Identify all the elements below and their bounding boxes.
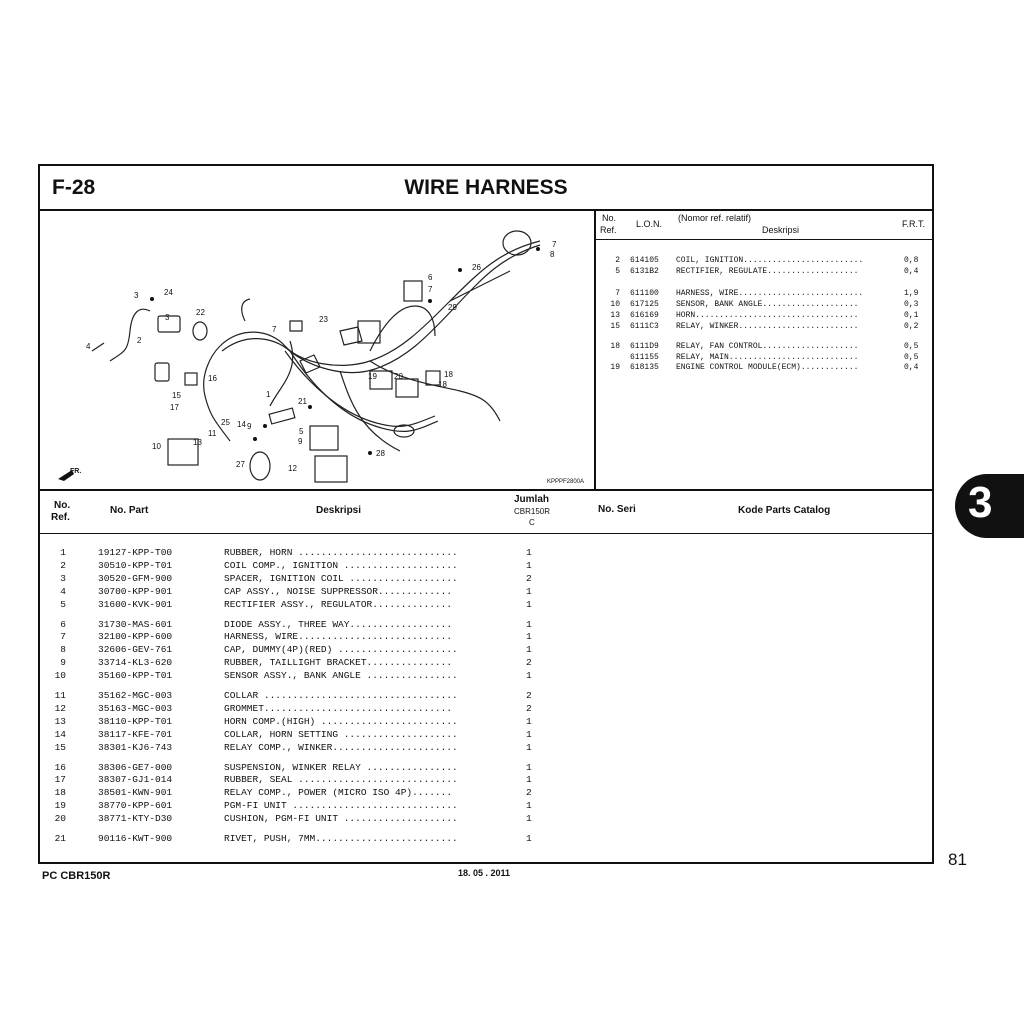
table-row [40, 573, 932, 586]
table-row [40, 774, 932, 787]
callout-number: 29 [448, 303, 457, 312]
part-number: 31600-KVK-901 [98, 598, 173, 610]
callout-number: 22 [196, 308, 205, 317]
table-row [40, 599, 932, 612]
part-description: SPACER, IGNITION COIL ................... [224, 572, 458, 584]
reference-row [596, 267, 932, 278]
ref-lon: 618135 [630, 363, 659, 372]
callout-number: 18 [438, 380, 447, 389]
ref-no: 2 [615, 256, 620, 265]
ref-number: 3 [60, 572, 66, 584]
table-row [40, 716, 932, 729]
table-row [40, 657, 932, 670]
part-number: 38306-GE7-000 [98, 761, 173, 773]
table-row [40, 813, 932, 826]
ref-lon: 614105 [630, 256, 659, 265]
part-description: CAP ASSY., NOISE SUPPRESSOR............. [224, 585, 453, 597]
quantity: 1 [526, 813, 532, 825]
table-row [40, 703, 932, 716]
quantity: 2 [526, 702, 532, 714]
callout-number: 18 [444, 370, 453, 379]
table-row [40, 729, 932, 742]
part-description: RELAY COMP., POWER (MICRO ISO 4P)....... [224, 787, 453, 799]
ref-desc: COIL, IGNITION......................... [676, 256, 864, 265]
part-description: DIODE ASSY., THREE WAY.................. [224, 618, 453, 630]
ref-number: 11 [54, 690, 66, 701]
ref-lon: 611100 [630, 289, 659, 298]
part-number: 19127-KPP-T00 [98, 547, 173, 558]
callout-number: 5 [299, 427, 304, 436]
quantity: 1 [526, 585, 532, 597]
callout-number: 20 [394, 372, 403, 381]
callout-number: 7 [272, 325, 277, 334]
ref-number: 16 [54, 761, 66, 773]
header-model: CBR150R [514, 507, 551, 516]
header-ref: Ref. [51, 512, 70, 523]
ref-number: 5 [60, 598, 66, 610]
ref-no: 18 [610, 342, 620, 351]
ref-number: 21 [54, 833, 66, 844]
part-number: 38770-KPP-601 [98, 800, 173, 812]
callout-number: 7 [552, 240, 557, 249]
part-description: COIL COMP., IGNITION .................... [224, 559, 458, 571]
quantity: 1 [526, 631, 532, 643]
ref-frt: 0,5 [904, 342, 919, 351]
header-desc: Deskripsi [316, 505, 362, 516]
front-direction-label: FR. [70, 468, 82, 475]
part-description: RELAY COMP., WINKER...................... [224, 741, 458, 753]
ref-no: 19 [610, 363, 620, 372]
callout-number: 15 [172, 391, 181, 400]
ref-desc: ENGINE CONTROL MODULE(ECM)............ [676, 363, 859, 372]
ref-no: 7 [615, 289, 620, 298]
ref-number: 19 [54, 800, 66, 812]
callout-number: 4 [86, 342, 91, 351]
part-description: RIVET, PUSH, 7MM......................... [224, 833, 458, 844]
table-row [40, 742, 932, 755]
part-number: 30520-GFM-900 [98, 572, 173, 584]
callout-number: 24 [164, 288, 173, 297]
callout-number: 7 [428, 285, 433, 294]
quantity: 1 [526, 833, 532, 844]
part-number: 31730-MAS-601 [98, 618, 173, 630]
quantity: 1 [526, 761, 532, 773]
ref-frt: 0,1 [904, 311, 919, 320]
ref-lon: 6111D9 [630, 342, 659, 351]
part-number: 35162-MGC-003 [98, 690, 173, 701]
part-description: SENSOR ASSY., BANK ANGLE ................ [224, 670, 458, 682]
header-serial: No. Seri [598, 504, 636, 515]
ref-desc: HARNESS, WIRE.......................... [676, 289, 864, 298]
quantity: 1 [526, 644, 532, 656]
callout-number: 8 [550, 250, 555, 259]
ref-desc: RELAY, MAIN........................... [676, 353, 859, 362]
callout-number: 1 [266, 390, 271, 399]
ref-number: 6 [60, 618, 66, 630]
header-qty: Jumlah [514, 494, 550, 505]
ref-no: 13 [610, 311, 620, 320]
callout-number: 9 [247, 422, 252, 431]
part-number: 38110-KPP-T01 [98, 715, 173, 727]
ref-frt: 1,9 [904, 289, 919, 298]
reference-row [596, 363, 932, 374]
part-description: PGM-FI UNIT ............................. [224, 800, 458, 812]
quantity: 1 [526, 715, 532, 727]
ref-number: 13 [54, 715, 66, 727]
table-row [40, 619, 932, 632]
callout-number: 17 [170, 403, 179, 412]
ref-number: 4 [60, 585, 66, 597]
callout-number: 21 [298, 397, 307, 406]
ref-header-desc: Deskripsi [762, 225, 800, 235]
ref-desc: RELAY, WINKER......................... [676, 322, 859, 331]
part-description: CAP, DUMMY(4P)(RED) ..................... [224, 644, 458, 656]
table-row [40, 670, 932, 683]
part-description: HARNESS, WIRE........................... [224, 631, 453, 643]
ref-header-nomor: (Nomor ref. relatif) [678, 213, 752, 223]
part-description: GROMMET................................. [224, 702, 453, 714]
part-number: 38301-KJ6-743 [98, 741, 173, 753]
ref-lon: 611155 [630, 353, 659, 362]
callout-number: 14 [237, 420, 246, 429]
reference-table [596, 211, 932, 489]
ref-no: 15 [610, 322, 620, 331]
quantity: 1 [526, 774, 532, 786]
part-description: RUBBER, HORN ............................ [224, 547, 458, 558]
part-number: 90116-KWT-900 [98, 833, 173, 844]
catalog-page-frame [38, 164, 934, 864]
reference-row [596, 289, 932, 300]
table-row [40, 690, 932, 703]
ref-header-lon: L.O.N. [636, 219, 663, 229]
callout-number: 19 [368, 372, 377, 381]
header-part: No. Part [110, 505, 149, 516]
ref-number: 17 [54, 774, 66, 786]
ref-frt: 0,3 [904, 300, 919, 309]
callout-number: 12 [288, 464, 297, 473]
exploded-view-drawing [40, 211, 594, 489]
table-row [40, 787, 932, 800]
ref-number: 2 [60, 559, 66, 571]
reference-row [596, 353, 932, 364]
ref-header-no: No. [602, 213, 617, 223]
reference-row [596, 256, 932, 267]
part-number: 38771-KTY-D30 [98, 813, 173, 825]
ref-number: 18 [54, 787, 66, 799]
part-number: 30510-KPP-T01 [98, 559, 173, 571]
quantity: 1 [526, 547, 532, 558]
callout-number: 23 [319, 315, 328, 324]
ref-lon: 6111C3 [630, 322, 659, 331]
quantity: 1 [526, 559, 532, 571]
quantity: 2 [526, 787, 532, 799]
callout-number: 2 [137, 336, 142, 345]
parts-table-header [40, 491, 932, 534]
ref-number: 15 [54, 741, 66, 753]
section-tab-number: 3 [968, 478, 993, 527]
ref-frt: 0,4 [904, 363, 919, 372]
table-row [40, 762, 932, 775]
part-description: RUBBER, TAILLIGHT BRACKET............... [224, 657, 453, 669]
part-description: COLLAR, HORN SETTING .................... [224, 728, 458, 740]
ref-frt: 0,2 [904, 322, 919, 331]
callout-number: 3 [165, 313, 170, 322]
quantity: 2 [526, 690, 532, 701]
part-description: RECTIFIER ASSY., REGULATOR.............. [224, 598, 453, 610]
part-description: COLLAR .................................. [224, 690, 458, 701]
table-row [40, 644, 932, 657]
callout-number: 25 [221, 418, 230, 427]
wire-harness-diagram [40, 211, 594, 489]
page-number: 81 [948, 850, 967, 869]
date-label: 18. 05 . 2011 [458, 868, 511, 878]
part-number: 32100-KPP-600 [98, 631, 173, 643]
quantity: 2 [526, 572, 532, 584]
part-number: 35163-MGC-003 [98, 702, 173, 714]
callout-number: 10 [152, 442, 161, 451]
ref-number: 8 [60, 644, 66, 656]
quantity: 1 [526, 800, 532, 812]
quantity: 2 [526, 657, 532, 669]
part-description: CUSHION, PGM-FI UNIT .................... [224, 813, 458, 825]
ref-number: 9 [60, 657, 66, 669]
ref-number: 12 [54, 702, 66, 714]
model-label: PC CBR150R [42, 870, 111, 882]
ref-lon: 6131B2 [630, 267, 659, 276]
table-row [40, 586, 932, 599]
part-number: 38307-GJ1-014 [98, 774, 173, 786]
callout-number: 27 [236, 460, 245, 469]
reference-row [596, 300, 932, 311]
reference-row [596, 322, 932, 333]
page-header [40, 166, 932, 211]
callout-number: 3 [134, 291, 139, 300]
header-catalog: Kode Parts Catalog [738, 505, 831, 516]
callout-number: 9 [298, 437, 303, 446]
part-number: 32606-GEV-761 [98, 644, 173, 656]
ref-lon: 616169 [630, 311, 659, 320]
quantity: 1 [526, 618, 532, 630]
ref-frt: 0,5 [904, 353, 919, 362]
ref-desc: RELAY, FAN CONTROL.................... [676, 342, 859, 351]
part-number: 35160-KPP-T01 [98, 670, 173, 682]
quantity: 1 [526, 670, 532, 682]
ref-header-frt: F.R.T. [902, 219, 926, 229]
part-number: 38117-KFE-701 [98, 728, 173, 740]
table-row [40, 560, 932, 573]
ref-number: 7 [60, 631, 66, 643]
ref-number: 1 [60, 547, 66, 558]
ref-desc: RECTIFIER, REGULATE................... [676, 267, 859, 276]
ref-desc: HORN.................................. [676, 311, 859, 320]
table-row [40, 833, 932, 846]
quantity: 1 [526, 598, 532, 610]
ref-frt: 0,4 [904, 267, 919, 276]
callout-number: 6 [428, 273, 433, 282]
diagram-code: KPPPF2800A [546, 479, 584, 485]
ref-number: 10 [54, 670, 66, 682]
part-number: 30700-KPP-901 [98, 585, 173, 597]
header-no: No. [54, 500, 71, 511]
part-description: SUSPENSION, WINKER RELAY ................ [224, 761, 458, 773]
callout-number: 16 [208, 374, 217, 383]
callout-number: 11 [208, 429, 217, 438]
header-model-c: C [529, 518, 535, 527]
quantity: 1 [526, 741, 532, 753]
quantity: 1 [526, 728, 532, 740]
reference-row [596, 311, 932, 322]
ref-header-ref: Ref. [600, 225, 617, 235]
part-description: RUBBER, SEAL ............................ [224, 774, 458, 786]
ref-number: 20 [54, 813, 66, 825]
part-description: HORN COMP.(HIGH) ........................ [224, 715, 458, 727]
callout-number: 13 [193, 438, 202, 447]
part-number: 33714-KL3-620 [98, 657, 173, 669]
table-row [40, 547, 932, 560]
ref-no: 5 [615, 267, 620, 276]
ref-desc: SENSOR, BANK ANGLE.................... [676, 300, 859, 309]
reference-row [596, 342, 932, 353]
page-title: WIRE HARNESS [404, 176, 568, 199]
table-row [40, 631, 932, 644]
reference-table-header [596, 211, 932, 240]
ref-frt: 0,8 [904, 256, 919, 265]
table-row [40, 800, 932, 813]
ref-no: 10 [610, 300, 620, 309]
ref-lon: 617125 [630, 300, 659, 309]
callout-number: 28 [376, 449, 385, 458]
part-number: 38501-KWN-901 [98, 787, 173, 799]
ref-number: 14 [54, 728, 66, 740]
figure-code: F-28 [52, 176, 96, 199]
callout-number: 26 [472, 263, 481, 272]
